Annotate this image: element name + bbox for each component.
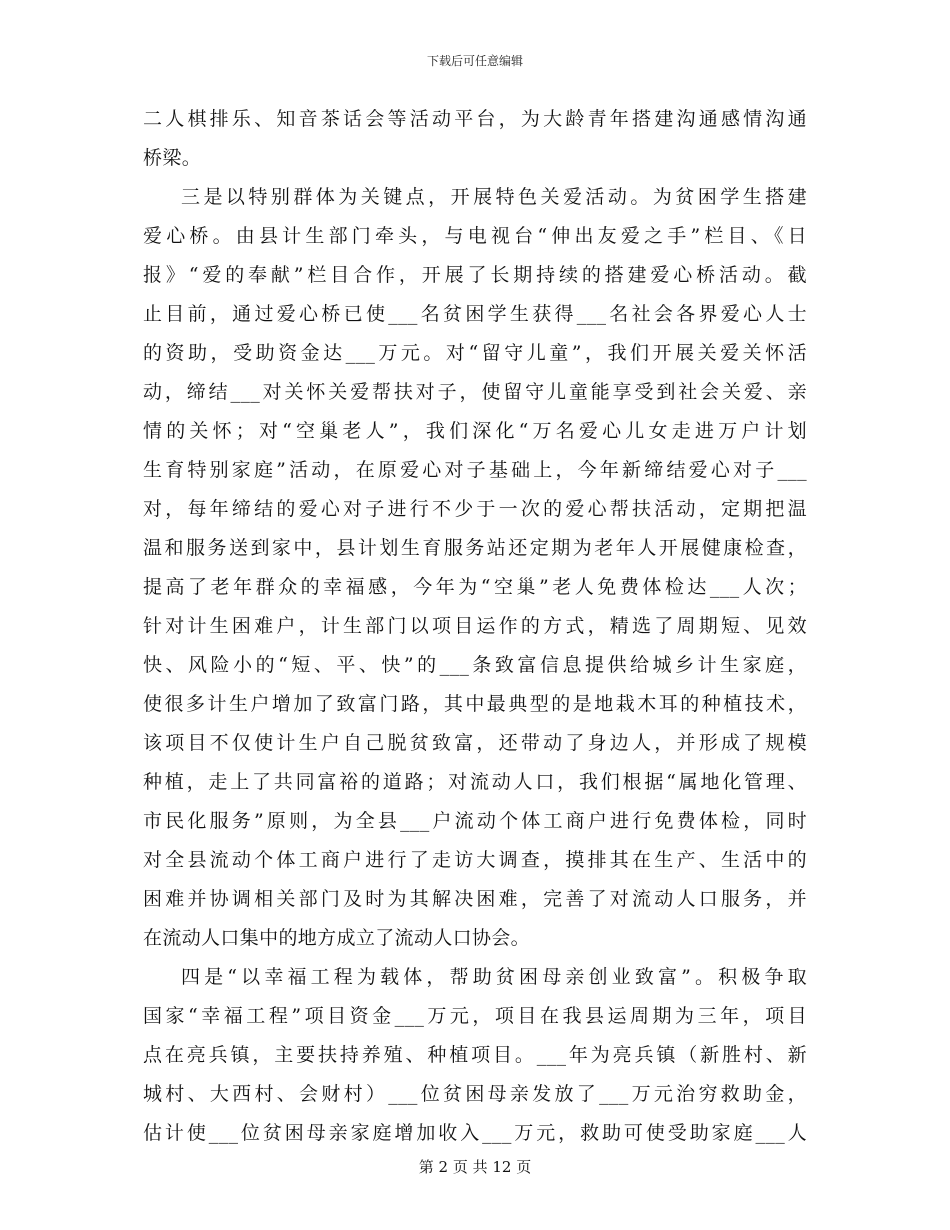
text-line: 使很多计生户增加了致富门路，其中最典型的是地栽木耳的种植技术，: [143, 693, 807, 715]
text-line: 温和服务送到家中，县计划生育服务站还定期为老年人开展健康检查，: [143, 537, 807, 559]
text-line: 二人棋排乐、知音茶话会等活动平台，为大龄青年搭建沟通感情沟通: [143, 108, 807, 130]
text-line: 的资助，受助资金达___万元。对“留守儿童”，我们开展关爱关怀活: [143, 342, 807, 364]
paragraph-start-line: 三是以特别群体为关键点，开展特色关爱活动。为贫困学生搭建: [181, 186, 807, 208]
text-line: 针对计生困难户，计生部门以项目运作的方式，精选了周期短、见效: [143, 615, 807, 637]
text-line: 爱心桥。由县计生部门牵头，与电视台“伸出友爱之手”栏目、《日: [143, 225, 807, 247]
document-body: [143, 100, 807, 1153]
text-line: 困难并协调相关部门及时为其解决困难，完善了对流动人口服务，并: [143, 888, 807, 910]
text-line: 点在亮兵镇，主要扶持养殖、种植项目。___年为亮兵镇（新胜村、新: [143, 1044, 807, 1066]
text-line: 该项目不仅使计生户自己脱贫致富，还带动了身边人，并形成了规模: [143, 732, 807, 754]
text-line: 市民化服务”原则，为全县___户流动个体工商户进行免费体检，同时: [143, 810, 807, 832]
text-line: 种植，走上了共同富裕的道路；对流动人口，我们根据“属地化管理、: [143, 771, 807, 793]
text-line: 生育特别家庭”活动，在原爱心对子基础上，今年新缔结爱心对子___: [143, 459, 807, 481]
page-header: 下载后可任意编辑: [426, 54, 523, 68]
paragraph-start-line: 四是“以幸福工程为载体，帮助贫困母亲创业致富”。积极争取: [181, 966, 807, 988]
page-number: 第 2 页 共 12 页: [418, 1158, 532, 1176]
text-line: 报》“爱的奉献”栏目合作，开展了长期持续的搭建爱心桥活动。截: [143, 264, 807, 286]
text-line: 动，缔结___对关怀关爱帮扶对子，使留守儿童能享受到社会关爱、亲: [143, 381, 807, 403]
text-line: 在流动人口集中的地方成立了流动人口协会。: [143, 927, 531, 949]
text-line: 对，每年缔结的爱心对子进行不少于一次的爱心帮扶活动，定期把温: [143, 498, 807, 520]
text-line: 止目前，通过爱心桥已使___名贫困学生获得___名社会各界爱心人士: [143, 303, 807, 325]
text-line: 对全县流动个体工商户进行了走访大调查，摸排其在生产、生活中的: [143, 849, 807, 871]
text-line: 情的关怀；对“空巢老人”，我们深化“万名爱心儿女走进万户计划: [143, 420, 807, 442]
text-line: 估计使___位贫困母亲家庭增加收入___万元，救助可使受助家庭___人: [143, 1122, 807, 1144]
text-line: 提高了老年群众的幸福感，今年为“空巢”老人免费体检达___人次；: [143, 576, 807, 598]
text-line: 国家“幸福工程”项目资金___万元，项目在我县运周期为三年，项目: [143, 1005, 807, 1027]
text-line: 城村、大西村、会财村）___位贫困母亲发放了___万元治穷救助金，: [143, 1083, 807, 1105]
text-line: 桥梁。: [143, 147, 202, 169]
text-line: 快、风险小的“短、平、快”的___条致富信息提供给城乡计生家庭，: [143, 654, 807, 676]
